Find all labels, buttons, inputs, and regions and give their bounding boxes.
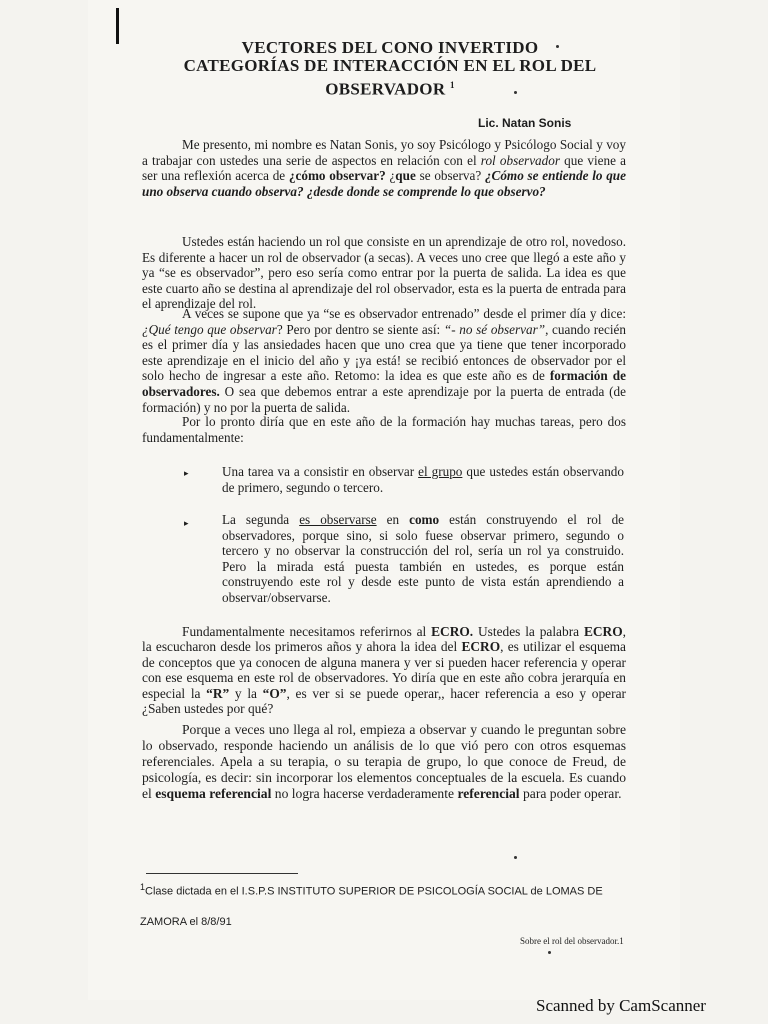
paragraph-6 — [142, 722, 626, 802]
intro-text-e: ¿ — [385, 168, 396, 184]
bullet2-text-a: La segunda — [222, 512, 300, 527]
bullet1-text-b: el grupo — [418, 464, 463, 479]
intro-text-f: que — [395, 168, 416, 184]
paragraph-4: Por lo pronto diría que en este año de la formación hay muchas tareas, pero dos fundamentalmente: — [142, 414, 626, 445]
paragraph-2: Ustedes están haciendo un rol que consiste en un aprendizaje de otro rol, novedoso. Es diferente a hacer un rol de observador (a secas). A veces uno cree que llegó a este año y ya “se es observador”, pero eso sería como entrar por la puerta de salida. La idea es que este cuarto año se destina al aprendizaje del rol observador, esta es la puerta de entrada para el aprendizaje del rol. — [142, 234, 626, 312]
scan-speck — [548, 951, 551, 954]
bullet2-text-e: están construyendo el rol de observadores, porque sino, si solo fuese observar primero, segundo o tercero y no observar la construcción del rol, sería un rol ya construido. Pero la mirada está puesta también en ustedes, es porque están construyendo este rol y desde este punto de vista están aprendiendo a observar/observarse. — [222, 512, 625, 605]
para5-text-j: “O” — [262, 685, 287, 701]
para3-text-d: “- no sé observar” — [443, 321, 546, 337]
footnote-line-1 — [140, 880, 603, 899]
intro-text-g: se observa? — [415, 168, 485, 184]
title-line-3-text: OBSERVADOR — [325, 79, 446, 99]
para5-text-a: Fundamentalmente necesitamos referirnos al — [182, 624, 432, 639]
title-line-3 — [150, 75, 630, 100]
para3-text-f: formación de observadores. — [142, 368, 626, 399]
title-footnote-mark: 1 — [449, 80, 455, 90]
footnote-text-1: Clase dictada en el I.S.P.S INSTITUTO SUPERIOR DE PSICOLOGÍA SOCIAL de LOMAS DE — [145, 885, 603, 898]
bullet1-text-c: que ustedes están observando de primero, segundo o tercero. — [222, 464, 624, 495]
intro-text-d: ¿cómo observar? — [288, 168, 386, 184]
paragraph-3 — [142, 306, 626, 415]
para3-text-c: ? Pero por dentro se siente así: — [276, 321, 444, 337]
footnote-line-2: ZAMORA el 8/8/91 — [140, 916, 232, 928]
camscanner-watermark: Scanned by CamScanner — [536, 996, 706, 1015]
para5-text-k: , es ver si se puede operar,, hacer referencia a eso y operar ¿Saben ustedes por qué? — [142, 685, 626, 717]
para6-text-d: referencial — [457, 786, 520, 801]
para3-text-b: ¿Qué tengo que observar — [142, 321, 277, 337]
paragraph-5 — [142, 624, 626, 716]
intro-text-b: rol observador — [480, 152, 560, 168]
bullet-marker-2: ▸ — [184, 518, 189, 528]
footnote-divider — [146, 873, 298, 874]
para5-text-d: ECRO — [583, 624, 623, 639]
bullet-item-1 — [222, 464, 624, 495]
intro-text-h: ¿Cómo se entiende lo que uno observa cuando observa? ¿desde donde se comprende lo que observo? — [142, 168, 626, 199]
para6-text-e: para poder operar. — [519, 786, 622, 801]
title-line-1: VECTORES DEL CONO INVERTIDO — [241, 38, 539, 57]
para5-text-e: , la escucharon desde los primeros años y ahora la idea del — [142, 624, 626, 655]
page-footer: Sobre el rol del observador.1 — [520, 936, 624, 946]
para5-text-g: , es utilizar el esquema de conceptos que ya conocen de alguna manera y ver si pueden hacer referencia y operar con ese esquema en este rol de observadores. Yo diría que en este año cobra jerarquía en especial la — [142, 639, 626, 701]
para3-text-e: , cuando recién es el primer día y las ansiedades hacen que uno crea que ya tiene que tener incorporado este aprendizaje en el inicio del año y ¡ya está! se recibió entonces de observador por el solo hecho de ingresar a este año. Retomo: la idea es que este año es de — [142, 321, 626, 384]
title-line-2: CATEGORÍAS DE INTERACCIÓN EN EL ROL DEL — [183, 56, 597, 75]
para3-text-g: O sea que debemos entrar a este aprendizaje por la puerta de entrada (de formación) y no por la puerta de salida. — [142, 383, 626, 415]
para5-text-f: ECRO — [461, 639, 501, 655]
scan-speck — [514, 91, 517, 94]
para5-text-c: Ustedes la palabra — [473, 624, 584, 639]
intro-text-a: Me presento, mi nombre es Natan Sonis, yo soy Psicólogo y Psicólogo Social y voy a trabajar con ustedes una serie de aspectos en relación con el — [142, 137, 626, 168]
scan-edge-mark — [116, 8, 119, 44]
bullet2-text-c: en — [376, 512, 410, 527]
intro-paragraph — [142, 137, 626, 199]
footnote-mark: 1 — [140, 882, 146, 892]
intro-text-c: que viene a ser una reflexión acerca de — [142, 152, 626, 184]
bullet1-text-a: Una tarea va a consistir en observar — [222, 464, 419, 479]
para3-text-a: A veces se supone que ya “se es observador entrenado” desde el primer día y dice: — [182, 306, 626, 321]
para6-text-c: no logra hacerse verdaderamente — [271, 786, 458, 801]
bullet2-text-b: es observarse — [299, 512, 377, 527]
bullet-item-2 — [222, 512, 624, 606]
bullet-marker-1: ▸ — [184, 468, 189, 478]
scan-speck — [514, 856, 517, 859]
bullet2-text-d: como — [409, 512, 440, 527]
scan-speck — [556, 45, 559, 48]
para6-text-b: esquema referencial — [155, 786, 272, 801]
para6-text-a: Porque a veces uno llega al rol, empieza a observar y cuando le preguntan sobre lo observado, responde haciendo un análisis de lo que vió pero con otros esquemas referenciales. Apela a su terapia, o su terapia de grupo, lo que conoce de Freud, de psicología, es decir: sin incorporar los elementos conceptuales de la escuela. Es cuando el — [142, 722, 626, 801]
author-name: Lic. Natan Sonis — [478, 116, 572, 130]
para5-text-h: “R” — [206, 685, 230, 701]
para5-text-i: y la — [229, 685, 263, 701]
para5-text-b: ECRO. — [431, 624, 474, 639]
